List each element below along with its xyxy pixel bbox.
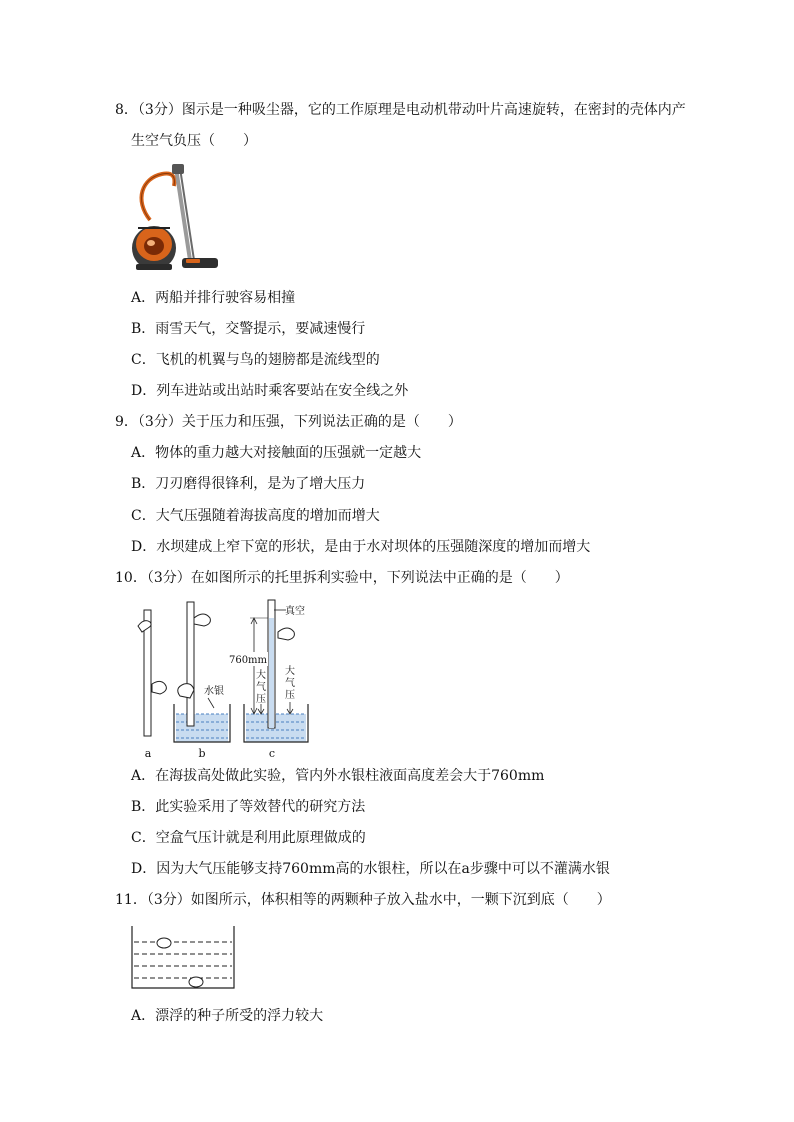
vacuum-body-window [144,237,164,255]
atm-right-3: 压 [285,690,295,701]
seeds-in-saltwater-figure [128,924,238,992]
q9-option-a: A．物体的重力越大对接触面的压强就一定越大 [131,445,422,461]
q10-stem: 10．（3分）在如图所示的托里拆利实验中，下列说法中正确的是（ ） [115,570,569,586]
label-vacuum: 真空 [285,606,305,617]
q11-option-a: A．漂浮的种子所受的浮力较大 [131,1008,324,1024]
vacuum-handle [172,164,184,174]
beaker [132,926,234,988]
q9-option-b: B．刀刃磨得很锋利，是为了增大压力 [131,476,366,492]
atm-left-2: 气 [256,682,266,693]
q10-option-b: B．此实验采用了等效替代的研究方法 [131,799,366,815]
label-a: a [144,747,152,760]
q8-stem: 8．（3分）图示是一种吸尘器，它的工作原理是电动机带动叶片高速旋转，在密封的壳体内产 [115,102,686,118]
q8-stem-cont: 生空气负压（ ） [131,133,257,149]
q11-stem: 11．（3分）如图所示，体积相等的两颗种子放入盐水中，一颗下沉到底（ ） [115,892,611,908]
hand-a-bottom [152,681,166,694]
label-b: b [198,747,206,760]
vacuum-cleaner-image [128,160,224,278]
tube-c-mercury [269,618,274,728]
q9-stem: 9．（3分）关于压力和压强，下列说法正确的是（ ） [115,414,462,430]
vacuum-floor-head-accent [186,259,200,263]
q8-option-a: A．两船并排行驶容易相撞 [131,290,296,306]
hand-b-top [194,614,210,626]
label-c: c [268,747,276,760]
atm-left-1: 大 [256,670,266,681]
q10-option-d: D．因为大气压能够支持760mm高的水银柱，所以在a步骤中可以不灌满水银 [131,861,610,877]
q8-option-d: D．列车进站或出站时乘客要站在安全线之外 [131,383,409,399]
vacuum-body-highlight [147,240,155,246]
tube-b [174,602,230,760]
label-height: 760mm [228,655,268,666]
hand-c [278,628,294,640]
torricelli-figure [128,596,328,762]
atm-right-2: 气 [285,678,295,689]
q10-option-c: C．空盒气压计就是利用此原理做成的 [131,830,366,846]
sunk-seed [189,977,203,987]
tube-c [228,600,308,760]
hand-b-bottom [178,684,194,698]
vacuum-hose [141,174,174,221]
tube-a [138,610,166,760]
label-mercury: 水银 [204,686,224,697]
atm-right-1: 大 [285,666,295,677]
q8-option-b: B．雨雪天气，交警提示，要减速慢行 [131,321,366,337]
vacuum-base [136,264,172,270]
q8-option-c: C．飞机的机翼与鸟的翅膀都是流线型的 [131,352,380,368]
q10-option-a: A．在海拔高处做此实验，管内外水银柱液面高度差会大于760mm [131,768,545,784]
q9-option-c: C．大气压强随着海拔高度的增加而增大 [131,508,380,524]
floating-seed [157,938,171,948]
q9-option-d: D．水坝建成上窄下宽的形状，是由于水对坝体的压强随深度的增加而增大 [131,539,591,555]
atm-left-3: 压 [256,694,266,705]
